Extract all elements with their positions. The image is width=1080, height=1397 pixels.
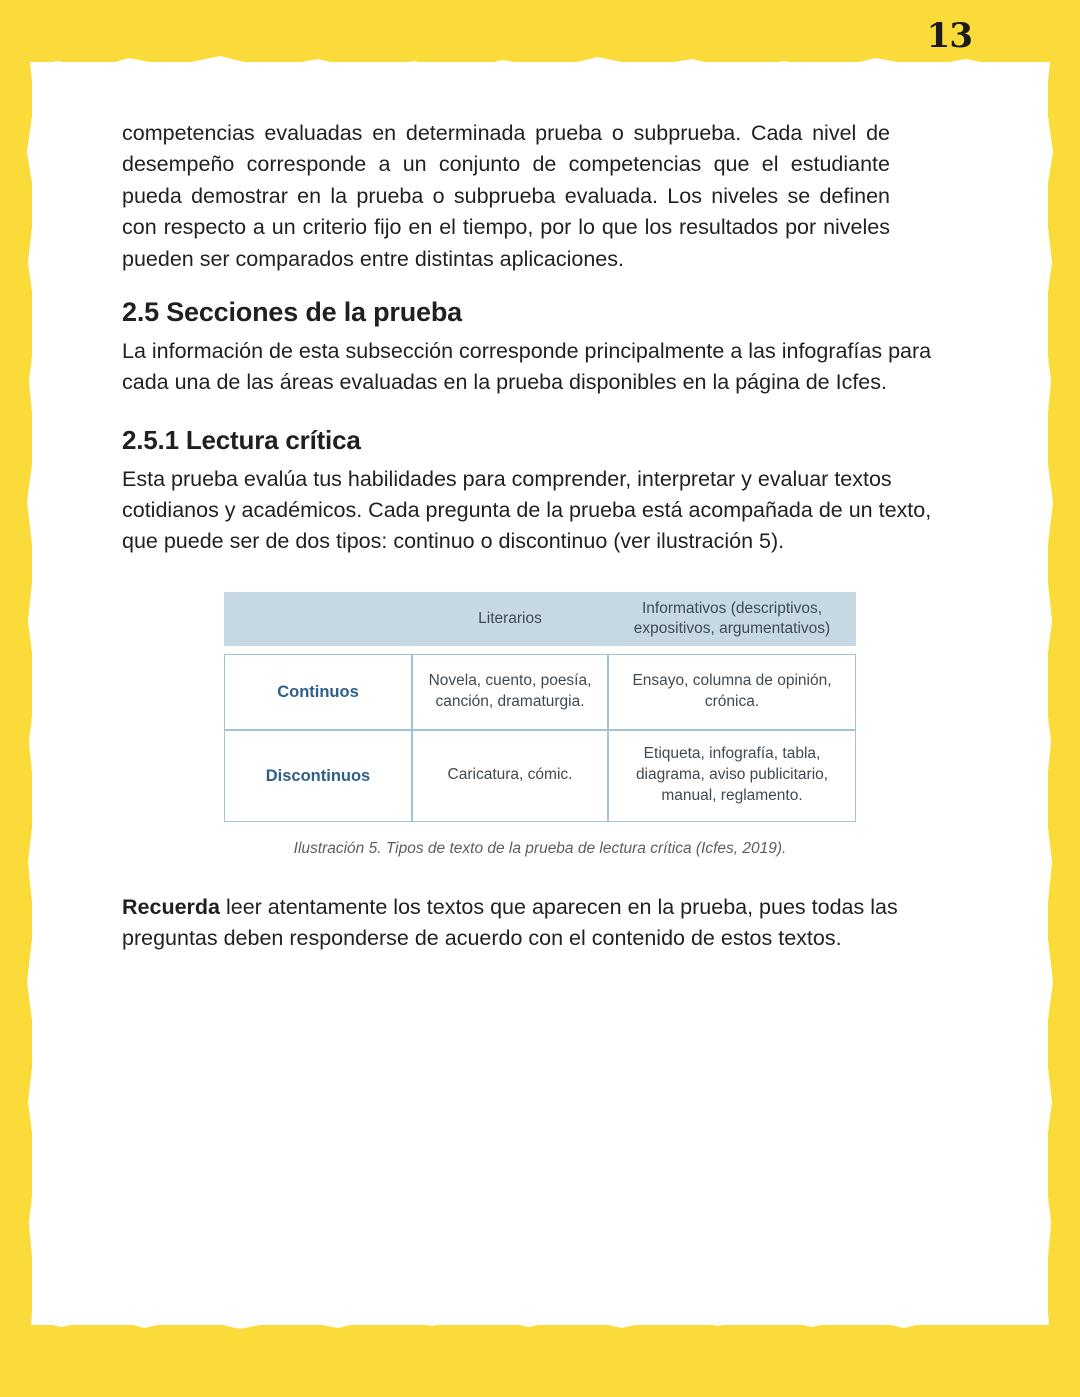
table-row-label-continuos: Continuos	[224, 654, 412, 730]
page-number: 13	[926, 16, 972, 56]
subsection-paragraph: Esta prueba evalúa tus habilidades para comprender, interpretar y evaluar textos cotidianos y académicos. Cada pregunta de la prueba está acompañada de un texto, que puede ser de dos tipos: continuo o discontinuo (ver ilustración 5).	[122, 466, 932, 554]
table-header-literarios: Literarios	[412, 592, 608, 646]
intro-paragraph: competencias evaluadas en determinada prueba o subprueba. Cada nivel de desempeño corresponde a un conjunto de competencias que el estudiante pueda demostrar en la prueba o subprueba evaluada. Los niveles se definen con respecto a un criterio fijo en el tiempo, por lo que los resultados por niveles pueden ser comparados entre distintas aplicaciones.	[122, 121, 890, 271]
table-cell-continuos-literarios: Novela, cuento, poesía, canción, dramaturgia.	[412, 654, 608, 730]
table-row	[224, 730, 856, 822]
recuerda-paragraph	[122, 892, 958, 955]
table-cell-continuos-informativos: Ensayo, columna de opinión, crónica.	[608, 654, 856, 730]
table-header-row	[224, 592, 856, 646]
figure-text-types	[224, 592, 856, 858]
table-cell-discontinuos-literarios: Caricatura, cómic.	[412, 730, 608, 822]
table-row-label-discontinuos: Discontinuos	[224, 730, 412, 822]
table-row	[224, 654, 856, 730]
figure-caption: Ilustración 5. Tipos de texto de la prueba de lectura crítica (Icfes, 2019).	[293, 839, 787, 857]
subsection-heading-2-5-1: 2.5.1 Lectura crítica	[122, 424, 361, 455]
document-content	[122, 118, 958, 976]
torn-edge-right-decoration	[1040, 62, 1060, 1325]
table-cell-discontinuos-informativos: Etiqueta, infografía, tabla, diagrama, aviso publicitario, manual, reglamento.	[608, 730, 856, 822]
text-types-table	[224, 592, 856, 822]
torn-edge-bottom-decoration	[32, 1309, 1048, 1335]
recuerda-label: Recuerda	[122, 894, 220, 919]
table-header-spacer	[224, 646, 856, 654]
section-heading-2-5: 2.5 Secciones de la prueba	[122, 296, 462, 327]
section-paragraph: La información de esta subsección corresponde principalmente a las infografías para cada una de las áreas evaluadas en la prueba disponibles en la página de Icfes.	[122, 338, 932, 395]
table-header-informativos: Informativos (descriptivos, expositivos, argumentativos)	[608, 592, 856, 646]
torn-edge-left-decoration	[20, 62, 40, 1325]
recuerda-text: leer atentamente los textos que aparecen en la prueba, pues todas las preguntas deben responderse de acuerdo con el contenido de estos textos.	[122, 894, 898, 951]
table-header-blank	[224, 592, 412, 646]
torn-edge-top-decoration	[32, 52, 1048, 78]
